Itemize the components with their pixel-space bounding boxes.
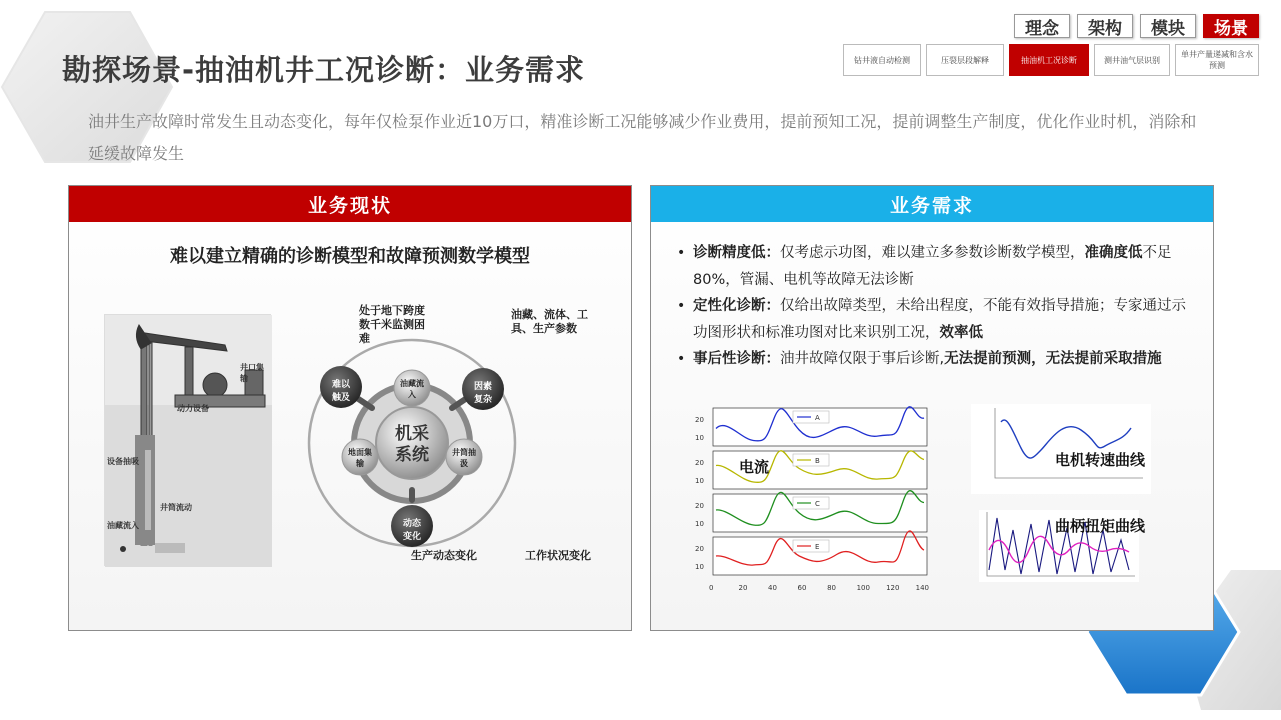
subtab-production-forecast[interactable]: 单井产量递减和含水预测 [1175, 44, 1259, 76]
tab-scenario[interactable]: 场景 [1203, 14, 1259, 38]
x-tick-label: 60 [797, 584, 807, 590]
bullet-qualitative: • 定性化诊断：仅给出故障类型，未给出程度，不能有效指导措施；专家通过示功图形状和标准功图对比来识别工况，效率低 [677, 293, 1192, 346]
y-tick-label: 10 [695, 563, 704, 571]
subtab-drilling-fluid[interactable]: 钻井液自动检测 [843, 44, 921, 76]
business-needs-panel [650, 185, 1214, 631]
cycle-surface-gathering: 地面集输 [348, 448, 372, 468]
x-tick-label: 80 [827, 584, 836, 590]
current-curves-chart [691, 404, 931, 590]
cycle-label-production-dynamics: 生产动态变化 [411, 549, 477, 562]
y-tick-label: 20 [695, 416, 704, 424]
cycle-node-complex-factors: 因素复杂 [473, 382, 492, 405]
current-status-header: 业务现状 [69, 186, 631, 222]
tab-module[interactable]: 模块 [1140, 14, 1196, 38]
intro-paragraph: 油井生产故障时常发生且动态变化，每年仅检泵作业近10万口，精准诊断工况能够减少作业费用，提前预知工况，提前调整生产制度，优化作业时机，消除和延缓故障发生 [88, 112, 1197, 163]
cycle-center-line1: 机采 [395, 424, 429, 444]
current-status-subtitle: 难以建立精确的诊断模型和故障预测数学模型 [170, 246, 530, 267]
legend-label: E [815, 543, 820, 551]
x-tick-label: 100 [856, 584, 870, 590]
subtab-fracturing[interactable]: 压裂层段解释 [926, 44, 1004, 76]
subtab-logging[interactable]: 测井油气层识别 [1094, 44, 1170, 76]
y-tick-label: 20 [695, 459, 704, 467]
motor-speed-label: 电机转速曲线 [1055, 451, 1146, 469]
cycle-center-line2: 系统 [395, 445, 429, 465]
top-nav-tabs [1014, 14, 1259, 38]
subtab-pumping-diagnosis[interactable]: 抽油机工况诊断 [1009, 44, 1089, 76]
label-pumping: 设备抽吸 [107, 457, 139, 466]
x-tick-label: 0 [709, 584, 714, 590]
cycle-reservoir-inflow: 油藏流入 [400, 379, 424, 399]
label-reservoir-inflow: 油藏流入 [107, 521, 139, 530]
bullet-after-the-fact: • 事后性诊断：油井故障仅限于事后诊断,无法提前预测，无法提前采取措施 [677, 346, 1192, 373]
y-tick-label: 10 [695, 477, 704, 485]
legend-label: B [815, 457, 820, 465]
label-wellbore-flow: 井筒流动 [160, 503, 192, 512]
y-tick-label: 20 [695, 502, 704, 510]
label-wellhead: 井口集输 [240, 363, 264, 383]
artificial-lift-cycle-diagram [287, 304, 597, 563]
cycle-label-working-condition: 工作状况变化 [525, 549, 591, 562]
business-needs-header: 业务需求 [651, 186, 1213, 222]
current-label: 电流 [739, 458, 770, 476]
x-tick-label: 140 [915, 584, 929, 590]
page-title: 勘探场景-抽油机井工况诊断：业务需求 [62, 53, 586, 87]
y-tick-label: 10 [695, 520, 704, 528]
tab-concept[interactable]: 理念 [1014, 14, 1070, 38]
cycle-label-reservoir-params: 油藏、流体、工具、生产参数 [511, 308, 588, 335]
cycle-label-underground: 处于地下跨度数千米监测困难 [359, 304, 425, 345]
cycle-node-dynamic-change: 动态变化 [402, 519, 421, 542]
bullet-low-accuracy: • 诊断精度低：仅考虑示功图，难以建立多参数诊断数学模型，准确度低不足80%，管漏、电机等故障无法诊断 [677, 240, 1192, 293]
crank-torque-label: 曲柄扭矩曲线 [1055, 517, 1146, 535]
x-tick-label: 40 [768, 584, 777, 590]
scenario-sub-tabs [843, 44, 1259, 76]
label-power-equipment: 动力设备 [177, 404, 209, 413]
x-tick-label: 120 [886, 584, 900, 590]
cycle-node-hard-to-reach: 难以触及 [331, 380, 350, 403]
cycle-wellbore-pumping: 井筒抽汲 [452, 448, 476, 468]
legend-label: C [815, 500, 820, 508]
pumping-unit-illustration [104, 314, 271, 566]
needs-bullet-list [677, 240, 1192, 373]
legend-label: A [815, 414, 820, 422]
x-tick-label: 20 [738, 584, 748, 590]
tab-architecture[interactable]: 架构 [1077, 14, 1133, 38]
current-status-panel [68, 185, 632, 631]
y-tick-label: 10 [695, 434, 704, 442]
current-curves-svg [691, 404, 931, 590]
y-tick-label: 20 [695, 545, 704, 553]
